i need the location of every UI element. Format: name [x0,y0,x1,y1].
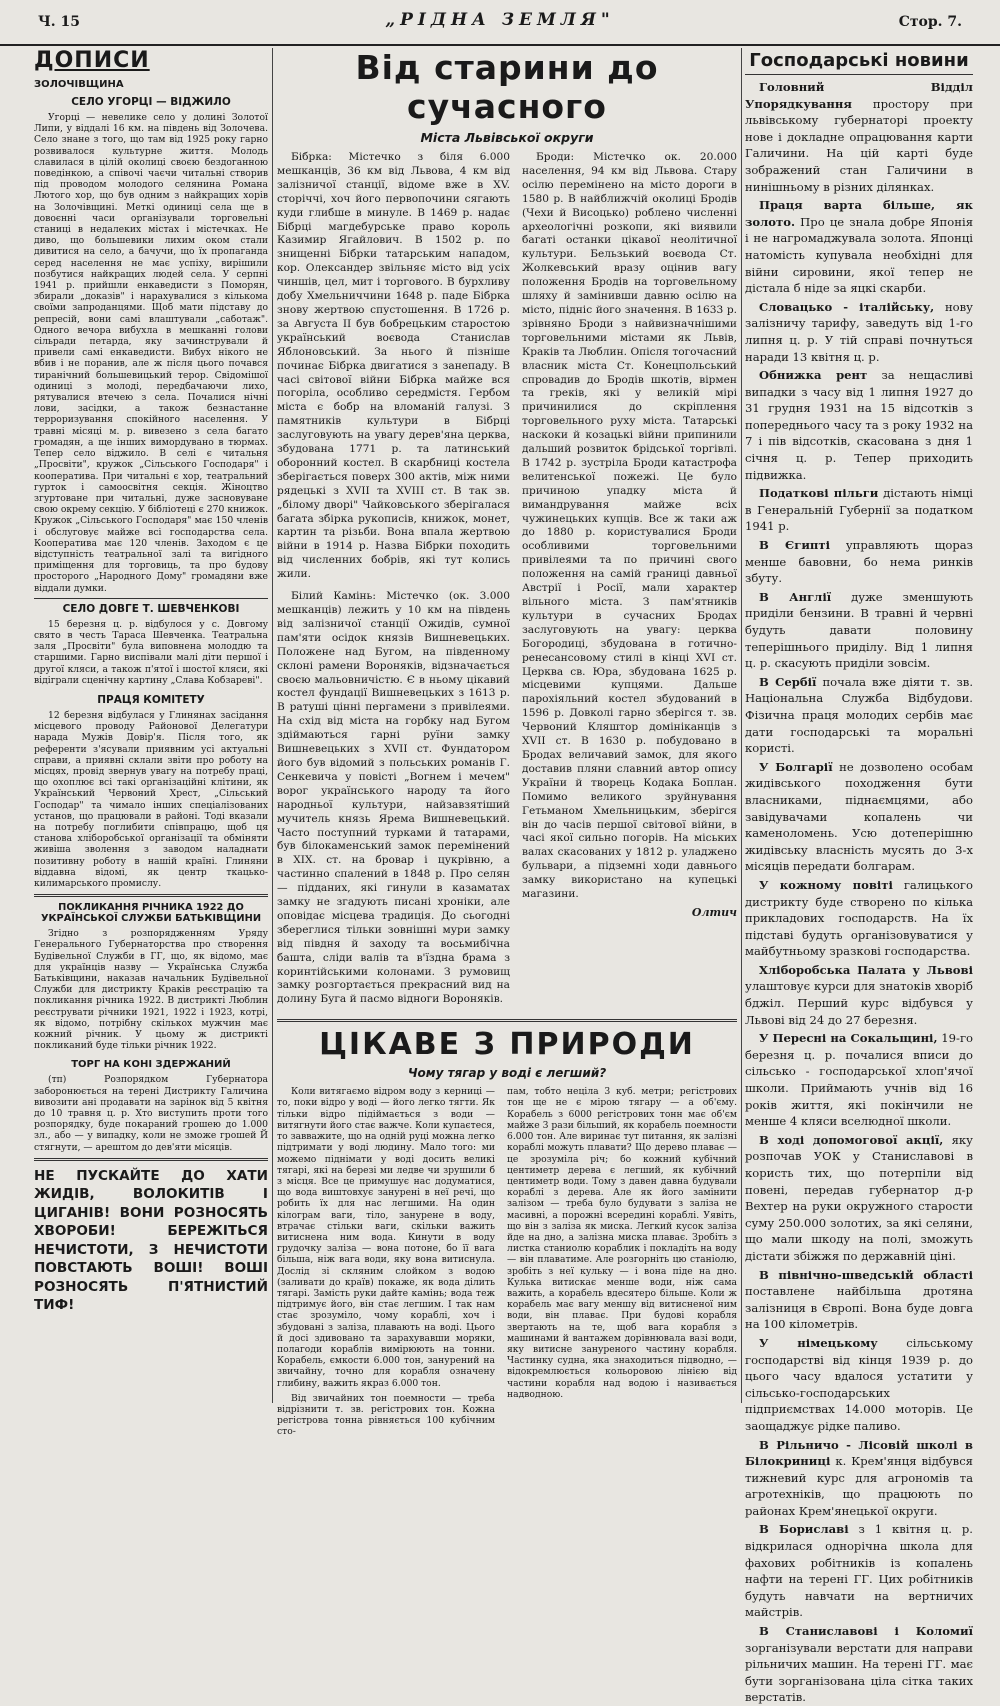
article-title: ТОРГ НА КОНІ ЗДЕРЖАНИЙ [71,1059,231,1071]
article-column-left [277,1086,495,1437]
news-item [745,537,973,587]
article-column-right [522,151,737,1007]
news-item [745,759,973,875]
column-divider-right [741,48,742,1403]
article-signature: Олтич [691,905,737,919]
article-title: ПРАЦЯ КОМІТЕТУ [97,693,205,706]
section-title: Господарські новини [745,50,973,75]
news-item [745,299,973,365]
article-body: Угорці — невелике село у долині Золотої Липи, у віддалі 16 км. на південь від Золочева. Село знане з того, що там від 1925 року гарно розвивалося культурне життя. Молодь славилася в цілій околиці своєю бездоганною поведінкою, а співочі чаєчи читальні створив під проводом молодого селянина Романа Лютого хор, що був одним з найкращих хорів на Золочівщині. Меткі одиниці села ще в довоєнні часи організували торговельні станиці в недалеких містах і містечках. Не диво, що большевики лихим оком стали дивитися на село, а бачучи, що їх пропаганда серед населення не має успіху, вирішили позбутися найкращих людей села. У серпні 1941 р. прийшли енкаведисти з Поморян, збирали „доказів" і нарахувалися з кількома своїми запроданцями. Щоб мати підставу до репресій, вони самі влаштували „саботаж". Одного вечора вибухла в мешканні голови сільради петарда, яку зачинстрували й привели самі енкаведисти. Вибух нікого не вбив і не поранив, але ж після цього почався тиранічний большевицький терор. Свідомішої одиниці з молоді, передбачаючи лихо, рятувалися втечею з села. Почалися нічні лови, засідки, а також безнастанне терроризування спокійного населення. У травні місяці м. р. вивезено з села багато громадян, а ще інших вимордувано в тюрмах. Тепер село віджило. В селі є читальня „Просвіти", кружок „Сільського Господаря" і кооператива. При читальні є хор, театральний гурток і самоосвітня секція. Жіноцтво згуртоване при читальні, дуже засновуване свою окрему секцію. У бібліотеці є 270 книжок. Кружок „Сільського Господаря" має 150 членів і обслуговує майже всі господарства села. Кооператива має 120 членів. Заходом є це відступність театральної залі та вигідного приміщення для торговиць, та про будову просторого „Народного Дому" громадяни вже віддали думки. [34,112,268,594]
news-item [745,1521,973,1621]
news-item-text: улаштовує курси для знатоків хворіб бджіл. Перший курс відбувся у Львові від 24 до 27 березня. [745,979,973,1027]
news-item-lead: Праця варта більше, як золото. [745,198,973,229]
article-title: СЕЛО ДОВГЕ Т. ШЕВЧЕНКОВІ [62,602,240,615]
article-body: пам, тобто неціла 3 куб. метри; регістрових тон ще не є мірою тягару — а об'єму. Корабель з 6000 регістрових тонн має об'єм майже 3 рази більший, як корабель поемности 6.000 тон. Але виринає тут питання, як залізні кораблі можуть плавати? Що дерево плаває — це зрозуміла річ; бо кожний кубічний центиметр дерева є легший, як кубічний центиметр води. Тому з давен давна будували кораблі з дерева. Але як його замінити залізом — треба було будувати з заліза не масивні, а порожні всередині кораблі. Уявіть, що він з заліза як миска. Легкий кусок заліза йде на дно, а залізна миска плаває. Зробіть з листка станиолю кораблик і покладіть на воду — він плаватиме. Але розгорніть цю станіолю, зробіть з неї кульку — і вона піде на дно. Кулька витискає менше води, ніж сама важить, а корабель вдесятеро більше. Коли ж корабель має вагу меншу від витисненої ним води, він плаває. При будові корабля звертають на те, щоб вага корабля з машинами й вантажем дорівнювала вазі води, яку витисне зануреного частину корабля. Частинку судна, яка знаходиться підводно, — відокремлюється кольоровою лінією від частини корабля над водою і називається надводною. [507,1086,737,1400]
news-item-text: зорганізували верстати для направи рільничих машин. На терені ГГ. має бути зорганізована ціла сітка таких верстатів. [745,1640,973,1705]
news-item-text: 19-го березня ц. р. почалися вписи до сільсько - господарської хлоп'ячої школи. Приймають учнів від 16 років життя, які покінчили не менше 4 кляси вселюдної школи. [745,1031,974,1129]
news-item [745,962,973,1028]
news-item-text: з 1 квітня ц. р. відкрилася однорічна школа для фахових робітників із копалень нафти на терені ГГ. Цих робітників будуть навчати на вертничих майстрів. [745,1522,973,1620]
column-economy-news [745,46,974,1705]
news-item [745,1132,973,1265]
news-item [745,1030,973,1130]
news-item-text: галицького дистрикту буде створено по кілька прикладових господарств. На їх підставі будуть організовуватися у майбутньому зразкові господарства. [745,877,973,959]
news-item-lead: У Пересні на Сокальщині, [759,1031,938,1046]
divider [34,598,268,599]
news-item-text: за нещасливі випадки з часу від 1 липня 1927 до 31 грудня 1931 на 15 відсотків з попереднього часу та з року 1932 на 7 і пів відсотків, скасована з дня 1 січня ц. р. Тепер приходить підвижка. [745,368,973,482]
article-subtitle: Міста Львівської округи [420,130,594,145]
article-body: Згідно з розпорядженням Уряду Генерального Губернаторства про створення Будівельної Служби в ГГ, що, як відомо, має для українців назву — Українська Служба Батьківщини, наказав начальник Будівельної Служби для дистрикту Краків реєстрацію та покликання річника 1922. В дистрикті Люблин реєструвати річники 1921, 1922 і 1923, котрі, як відомо, потрібну скількох мужчин має кожний річник. У цьому ж дистрикті покликаний буде тільки річник 1922. [34,928,268,1052]
news-item [745,1335,973,1435]
news-item-text: дістають німці в Генеральній Губернії за податком 1941 р. [745,486,974,534]
article-two-columns [277,1086,737,1437]
town-entry-bibrka: Бібрка: Містечко з біля 6.000 мешканців, 36 км від Львова, 4 км від залізничої станції, відоме вже в XV. сторіччі, хоч його первопочини сягають куди глибше в минуле. В 1469 р. надає Бібрці магдебурське право король Казимир Ягайлович. В 1502 р. по знищенні Бібрки татарським нападом, кор. Олександер звільняє місто від усіх чиншів, цел, мит і торгового. В бурхливу добу Хмельниччини 1648 р. паде Бібрка знову жертвою спустошення. В 1726 р. за Августа II був бобрецьким старостою український воєвода Станислав Яблоновський. За нього й пізніше починає Бібрка двигатися з занепаду. В часі світової війни Бібрка майже вся погоріла, особливо середмістя. Гербом міста є бобр на вломаній галузі. З памятників культури в Бібрці заслуговують на увагу дерев'яна церква, збудована 1771 р. та латинський оборонний костел. В скарбниці костела зберігається поверх 300 актів, між ними рядецькі з XVII та XVIII ст. В так зв. „білому дворі" Чайковського зберігалася багата збірка рукописів, книжок, монет, картин та різьби. Вона впала жертвою війни в 1914 р. Назва Бібрки походить від численних бобрів, які тут колись жили. [277,151,510,581]
article-subtitle: Чому тягар у воді є легший? [407,1066,607,1081]
news-item-lead: Податкові пільги [759,486,879,501]
news-item [745,1267,973,1333]
region-label: ЗОЛОЧІВЩИНА [34,79,124,90]
news-item-text: Про це знала добре Японія і не нагромаджувала золота. Японці натомість купувала необхідні для війни сировини, якої тепер не дістала б ніде за яцкі скарби. [745,214,974,296]
news-item-text: поставлене найбільша дротяна залізниця в Європі. Вона буде довга на 100 кілометрів. [745,1284,973,1332]
town-entry-brody: Броди: Містечко ок. 20.000 населення, 94 км від Львова. Стару осілю перемінено на місто дороги в 1580 р. В найближчій околиці Бродів (Чехи й Висоцько) роблено численні археологічні розкопи, які виявили багаті останки цікавої неолітичної культури. Бельзький воєвода Ст. Жолкевський вразу оцінив вагу положення Бродів на торговельному шляху й замінивши давню осілю на місто, підніс його значення. В 1633 р. зрівняно Броди з найвизначнішими торговельними містами як Львів, Краків та Люблин. Опісля тогочасний власник міста Ст. Конецпольський спровадив до Бродів шкотів, вірмен та греків, які у великій мірі причинилися до скріплення торговельного руху міста. Татарські наскоки й козацькі війни припинили дальший розвиток брідської торгівлі. В 1742 р. зустріла Броди катастрофа велитенської пожежі. Це було причиною упадку міста й вимандрування майже всіх чужинецьких купців. Все ж таки аж до 1880 р. користувалися Броди особливими торговельними привілеями та по причині свого положення на самій границі давньої Австрії і Росії, мали характер вільного міста. З пам'ятників культури в сучасних Бродах заслуговують на увагу: церква Богородиці, збудована в готично-ренесансовому стилі в кінці XVI ст. Церква св. Юра, збудована 1625 р. місцевими купцями. Дальше парохіяльний костел збудований в 1596 р. Довколі гарно зберігся т. зв. Червоний Кляштор домініканців з XVII ст. В 1630 р. побудовано в Бродах величавий замок, для якого доставив пляни славний автор опису України й творець Кодака Боплан. Помимо великого зруйнування Гетьманом Хмельницьким, зберігся він до часів першої світової війни, в часі якої сильно погорів. На міських валах скасованих у 1812 р. уладжено бульвари, а підземні ходи давнього замку використано на купецькі магазини. [522,151,737,901]
news-item-lead: В Станиславові і Коломиї [759,1624,973,1639]
article-body: 12 березня відбулася у Глинянах засідання місцевого проводу Районової Делегатури нарада Мужів Довір'я. Після того, як референти з'ясували приявним усі актуальні справи, а приявні склали звіти про роботу на місцях, провід звернув увагу на потребу праці, що охоплює всі такі організаційні клітини, як Український Червоний Хрест, „Сільський Господар" та чимало інших спеціалізованих установ, що працювали в районі. Тоді вказали на потребу поглибити співпрацю, щоб ця станова хліборобської організації та обміняти живіша зволення з заводом наладнати позитивну роботу в нашій країні. Глиняни віддавна відомі, як центр ткацько-килимарського промислу. [34,709,268,889]
page-issue-number: Ч. 15 [38,14,81,30]
divider [34,894,268,897]
column-reports [34,46,268,1406]
news-item [745,674,973,757]
article-title: ПОКЛИКАННЯ РІЧНИКА 1922 ДО УКРАЇНСЬКОЇ СЛУЖБИ БАТЬКІВЩИНИ [40,902,262,925]
news-item-text: простору при львівському губернаторі проекту нове і докладне опрацювання карти Галичини. На цій карті буде зображений стан Галичини в нинішньому в різних ділянках. [745,96,974,194]
news-item [745,79,973,195]
news-item [745,367,973,483]
news-item-text: не дозволено особам жидівського походження бути власниками, піднаємцями, або завідувачами копалень чи каменоломень. Усю дотеперішню жидівську власність мусять до 3-х місяців передати болгарам. [745,759,973,874]
news-item-lead: Обнижка рент [759,368,868,383]
news-item-lead: У Болгарії [759,759,833,774]
newspaper-title: „РІДНА ЗЕМЛЯ" [385,10,615,30]
article-column-right [507,1086,737,1437]
news-item-lead: В ході допомогової акції, [759,1132,944,1147]
news-item-text: нову залізничу тарифу, заведуть від 1-го липня ц. р. У тій справі почнуться наради 13 квітня ц. р. [745,299,973,364]
divider [34,1158,268,1161]
news-item [745,877,973,960]
news-item-lead: У німецькому [759,1335,878,1350]
divider [277,1019,737,1022]
news-item-lead: В Рільничо - Лісовій школі в Білокриниці [745,1437,973,1469]
town-entry-bilyi-kamin: Білий Камінь: Містечко (ок. 3.000 мешканців) лежить у 10 км на південь від залізничої станції Ожидів, сумної пам'яти осідок князів Вишневецьких. Положене над Бугом, на південному склоні рамени Вороняків, відзначається своєю мальовничістю. Є в ньому цікавий костел фундації Вишневецьких з 1613 р. В ратуші цінні пергамени з привілеями. На схід від міста на горбку над Бугом здіймаються гарні руїни замку Вишневецьких з XVII ст. Фундатором його був відомий з польських романів Г. Сенкевича у повісті „Вогнем і мечем" ворог українського народу та його народньої культури, найзавзятіший мучитель князь Ярема Вишневецький. Часто поступний турками й татарами, був білокаменський замок перемінений в XIX. ст. на бровар і цукрівню, а частинно спалений в 1848 р. Про селян — підданих, які гинули в казаматах замку не згадують писані хроніки, але оповідає місцева традиція. До сьогодні збереглися тільки зовнішні мури замку від півдня й заходу та восьмибічна башта, сліди валів та в'їздна брама з коринтійськими колонами. З румовищ замку розгортається прекрасний вид на долину Буга й пасмо відноги Вороняків. [277,590,510,1006]
news-item-lead: В Єгипті [759,538,830,553]
article-title: СЕЛО УГОРЦІ — ВІДЖИЛО [71,96,231,108]
news-item-lead: Головний Відділ Упорядкування [745,80,973,111]
health-warning: НЕ ПУСКАЙТЕ ДО ХАТИ ЖИДІВ, ВОЛОКИТІВ І ЦИГАНІВ! ВОНИ РОЗНОСЯТЬ ХВОРОБИ! БЕРЕЖІТЬСЯ НЕЧИСТОТИ, З НЕЧИСТОТИ ПОВСТАЮТЬ ВОШІ! ВОШІ РОЗНОСЯТЬ П'ЯТНИСТИЙ ТИФ! [34,1167,268,1314]
article-column-left [277,151,510,1007]
news-item [745,197,973,297]
news-item-lead: В Англії [759,589,832,604]
article-main-title: Від старини до сучасного [355,48,659,126]
news-item-lead: В північно-шведській області [759,1267,973,1282]
section-title: ДОПИСИ [34,48,150,73]
news-item [745,485,973,535]
news-item-text: яку розпочав УОК у Станиславові в користь тих, що потерпіли від повені, передав губернатор д-р Вехтер на руки окружного старости суму 250.000 золотих, за які селяни, що мали шкоду на полі, зможуть дістати збіжжя по державній ціні. [745,1132,973,1263]
article-body: Коли витягаємо відром воду з керниці — то, поки відро у воді — його легко тягти. Як тільки відро підіймається з води — витягнути його стає важче. Коли купаєтеся, то завважите, що на одній руці можна легко підтримати у воді людину. Мало того: ми можемо піднімати у воді досить великі тягарі, які на березі ми ледве чи зрушили б з місця. Все це примушує нас додуматися, що вода виштовхує занурені в неї речі, що робить їх для нас легшими. На один кілограм ваги, тіло, занурене в воду, втрачає стільки ваги, скільки важить витиснена ним вода. Кинути в воду грудочку заліза — вона потоне, бо її вага більша, ніж вага води, яку вона витиснула. Дослід зі скляним слойком з водою (заливати до країв) покаже, як вода ділить тягарі. Замість руки дайте камінь; вода теж підтримує його, він стає легшим. І так нам стає зрозуміло, чому кораблі, хоч і збудовані з заліза, плавають на воді. Цього й досі здивовано та зарахувавши моряки, полагоди кораблів вимірюють на тонни. Корабель, ємкости 6.000 тон, занурений на звичайну, точно для корабля означену глибину, важить якраз 6.000 тон. [277,1086,495,1389]
article-body: Від звичайних тон поемности — треба відрізнити т. зв. регістрових тон. Кожна регістрова тонна рівняється 100 кубічним сто- [277,1392,495,1438]
news-item [745,1623,973,1706]
news-item-text: сільському господарстві від кінця 1939 р. до цього часу вдалося устатити у сільсько-господарських підприємствах 14.000 моторів. Це заощаджує рідке паливо. [745,1335,973,1433]
news-item-lead: Словацько - італійську, [759,299,935,314]
news-item-lead: В Бориславі [759,1522,849,1537]
column-towns [277,46,737,1438]
page-header [0,0,1000,46]
article-body: 15 березня ц. р. відбулося у с. Довгому свято в честь Тараса Шевченка. Театральна заля „Просвіти" була виповнена молоддю та старшими. Гарно виспівали малі діти першої і другої кляси, а також п'ятої і шостої кляси, які відіграли сценічну картину „Слава Кобзареві". [34,618,268,686]
news-item-text: к. Крем'янця відбувся тижневий курс для агрономів та агротехніків, що працюють по районах Крем'янецької округи. [745,1454,973,1518]
news-item-text: почала вже діяти т. зв. Національна Служба Відбудови. Фізична праця молодих сербів має дати господарські та моральні користі. [745,674,974,756]
news-item-text: дуже зменшують приділи бензини. В травні й червні будуть давати половину теперішнього приділу. Від 1 липня ц. р. скасують приділи зовсім. [745,589,974,671]
article-main-title: ЦІКАВЕ З ПРИРОДИ [319,1027,695,1063]
news-item [745,1437,973,1520]
news-item [745,589,973,672]
news-list [745,79,973,1706]
news-item-lead: У кожному повіті [759,877,893,892]
news-item-text: управляють щораз менше бавовни, бо нема ринків збуту. [745,538,974,586]
news-item-lead: Хліборобська Палата у Львові [759,962,973,977]
article-body: (тп) Розпорядком Губернатора заборонюється на терені Дистрикту Галичина вивозити ані продавати на зарінок від 5 квітня до 10 травня ц. р. Хто виступить проти того розпорядку, буде покараний грошею до 1.000 зл., або — у випадку, коли не зможе грошей Й стягнути, — арештом до дев'яти місяців. [34,1074,268,1153]
article-two-columns [277,151,737,1007]
page-number: Стор. 7. [898,14,962,30]
news-item-lead: В Сербії [759,674,817,689]
column-divider-left [272,48,273,1403]
